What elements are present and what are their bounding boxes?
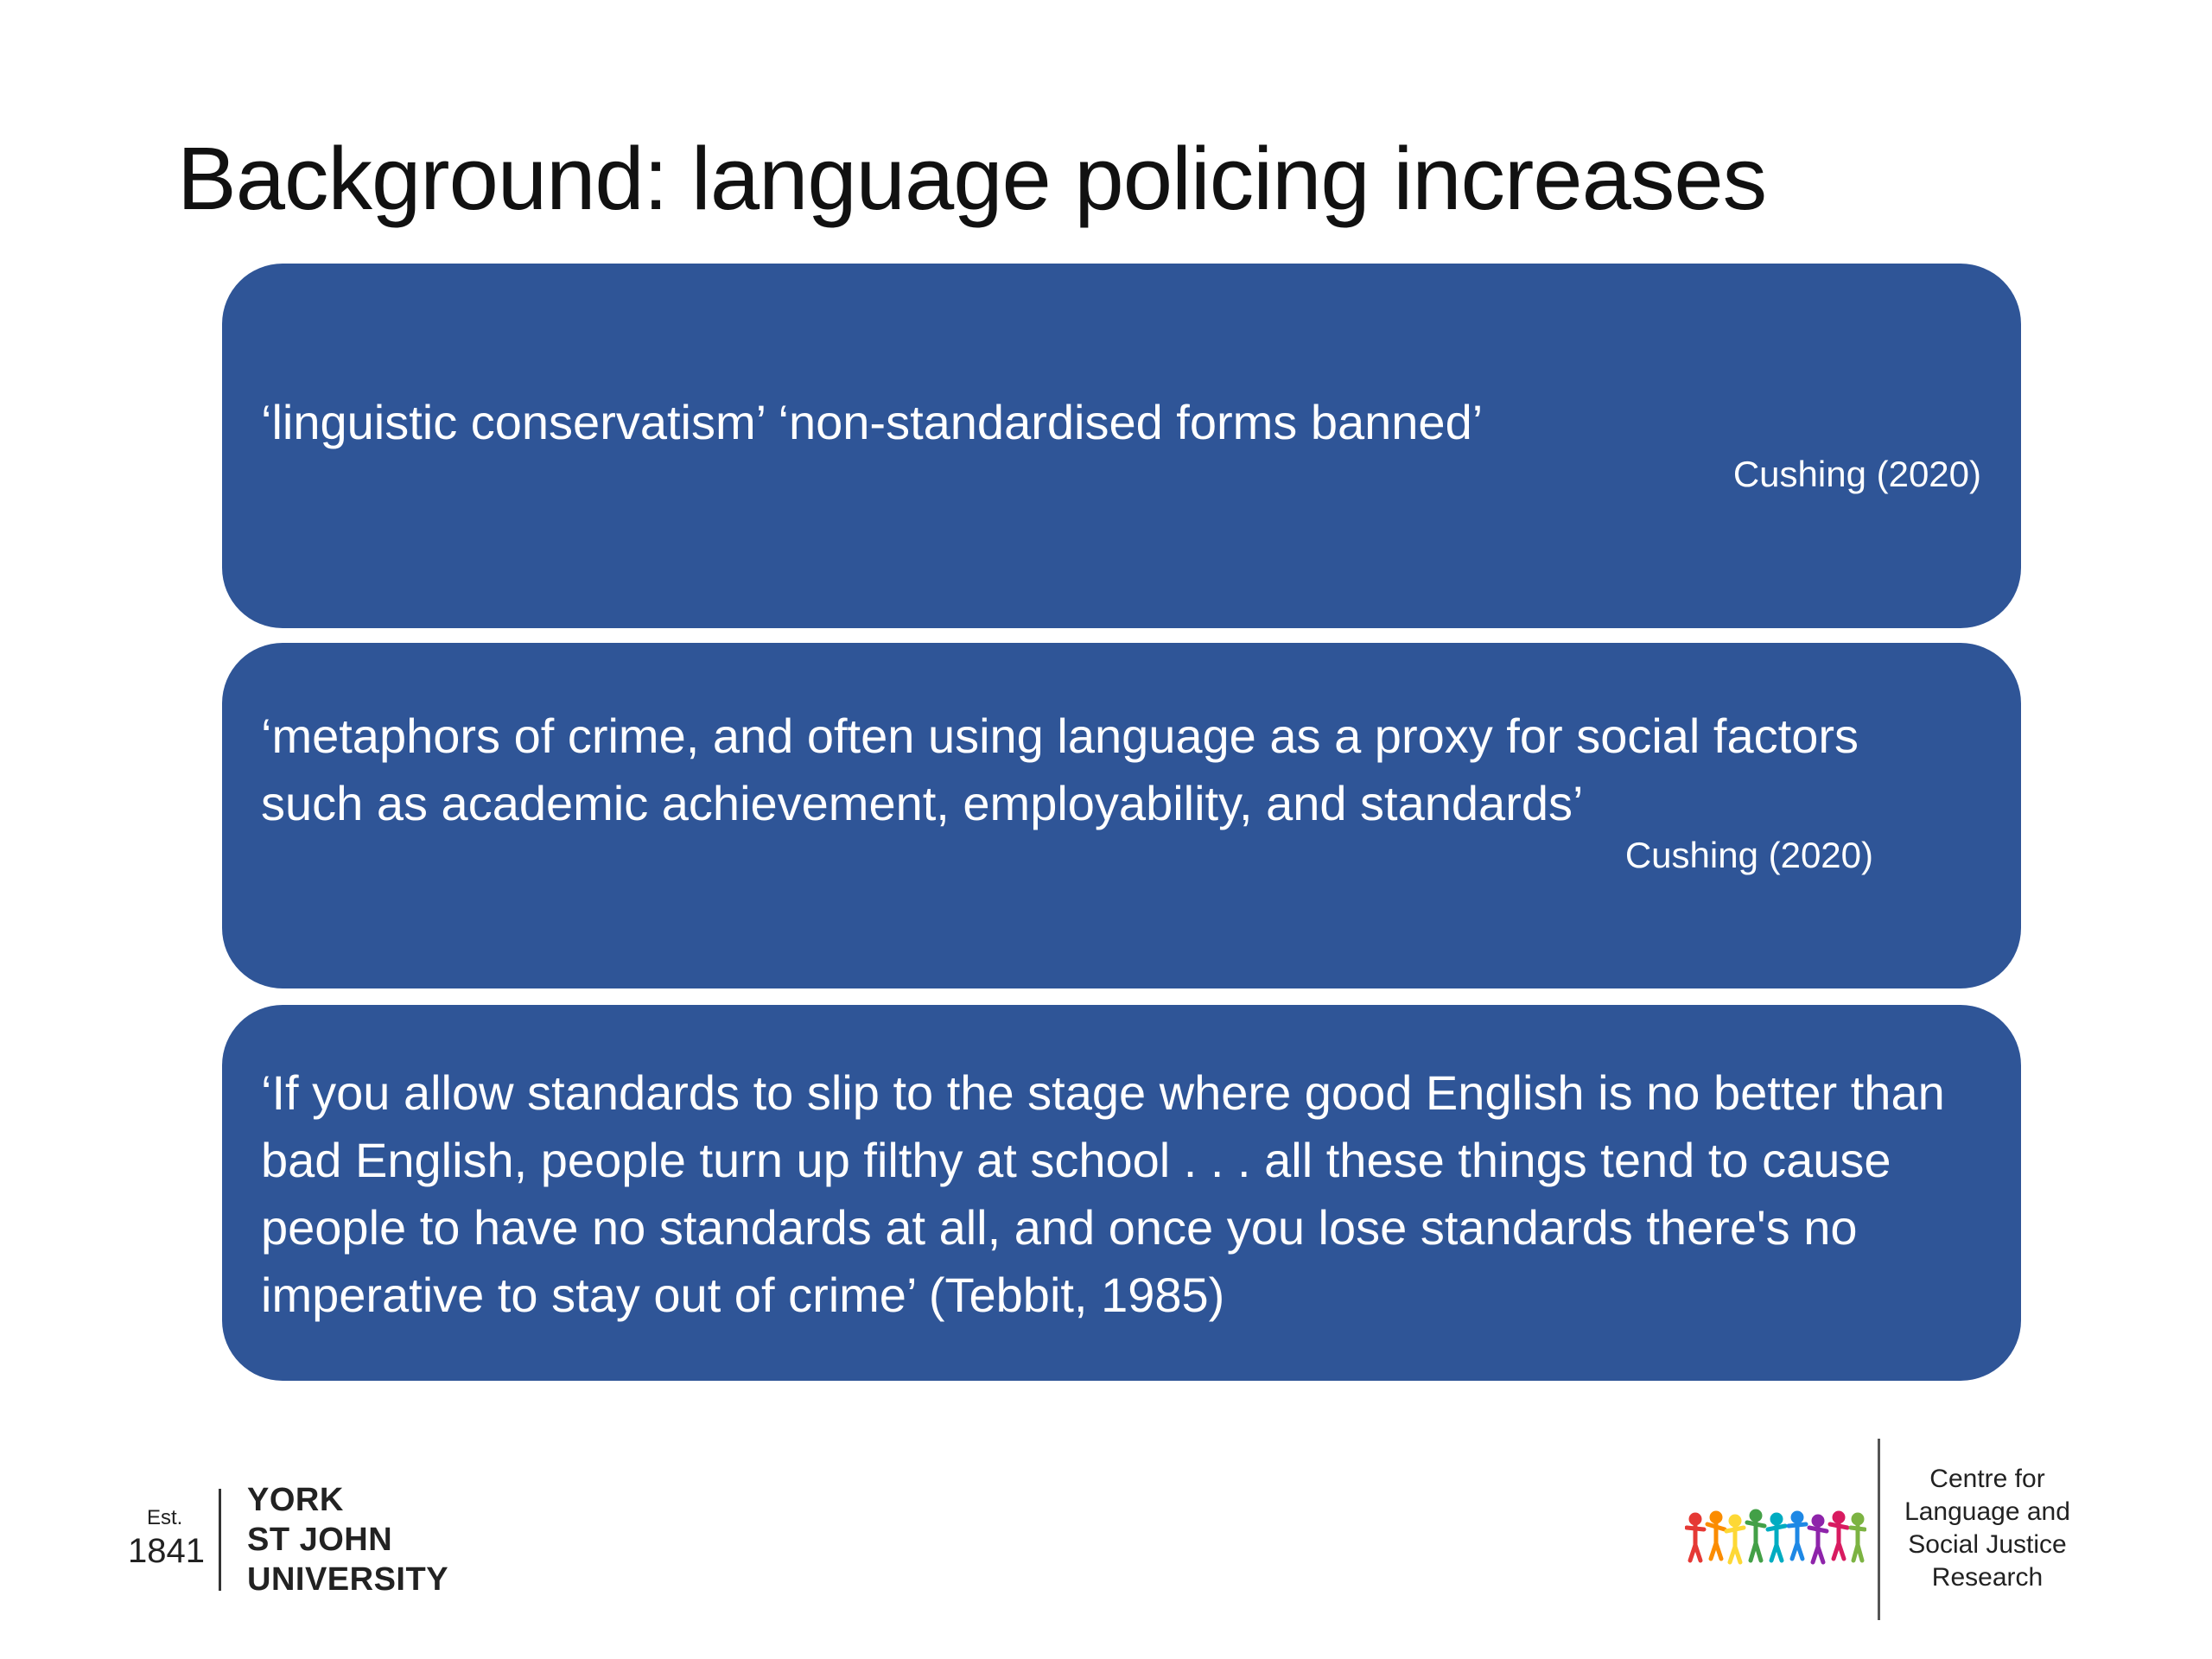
ysj-name-line-1: YORK [247, 1482, 344, 1518]
ysj-name [247, 1480, 448, 1599]
slide-title: Background: language policing increases [177, 129, 1767, 228]
centre-name-line-2: Language and [1904, 1497, 2070, 1526]
citation-1: Cushing (2020) [1732, 454, 1981, 494]
quote-text-2: ‘metaphors of crime, and often using language as a proxy for social factors such as academic achievement, employability, and standards’ [261, 709, 1859, 830]
centre-name-line-3: Social Justice [1908, 1530, 2067, 1559]
centre-name-line-4: Research [1931, 1563, 2044, 1592]
york-st-john-logo [121, 1473, 467, 1603]
colourful-people-figures-icon [1685, 1503, 1866, 1573]
quote-box-3 [222, 1005, 2021, 1381]
centre-name [1884, 1463, 2091, 1594]
ysj-name-line-3: UNIVERSITY [247, 1561, 449, 1598]
ysj-name-line-2: ST JOHN [247, 1522, 393, 1558]
citation-2: Cushing (2020) [1624, 835, 1873, 875]
centre-divider [1878, 1439, 1880, 1620]
ysj-est-label: Est. [147, 1506, 183, 1529]
centre-logo [1685, 1439, 2100, 1624]
ysj-year: 1841 [128, 1532, 205, 1570]
quote-text-3: ‘If you allow standards to slip to the stage where good English is no better than bad English, people turn up filthy at school . . . all these things tend to cause people to have no standards at all, and once you lose standards there's no imperative to stay out of crime’ (Tebbit, 1985) [261, 1065, 1945, 1322]
ysj-divider [219, 1489, 221, 1591]
quote-text-1: ‘linguistic conservatism’ ‘non-standardised forms banned’ [261, 395, 1484, 449]
quote-box-1 [222, 264, 2021, 628]
quote-box-2 [222, 643, 2021, 988]
centre-name-line-1: Centre for [1929, 1465, 2045, 1493]
